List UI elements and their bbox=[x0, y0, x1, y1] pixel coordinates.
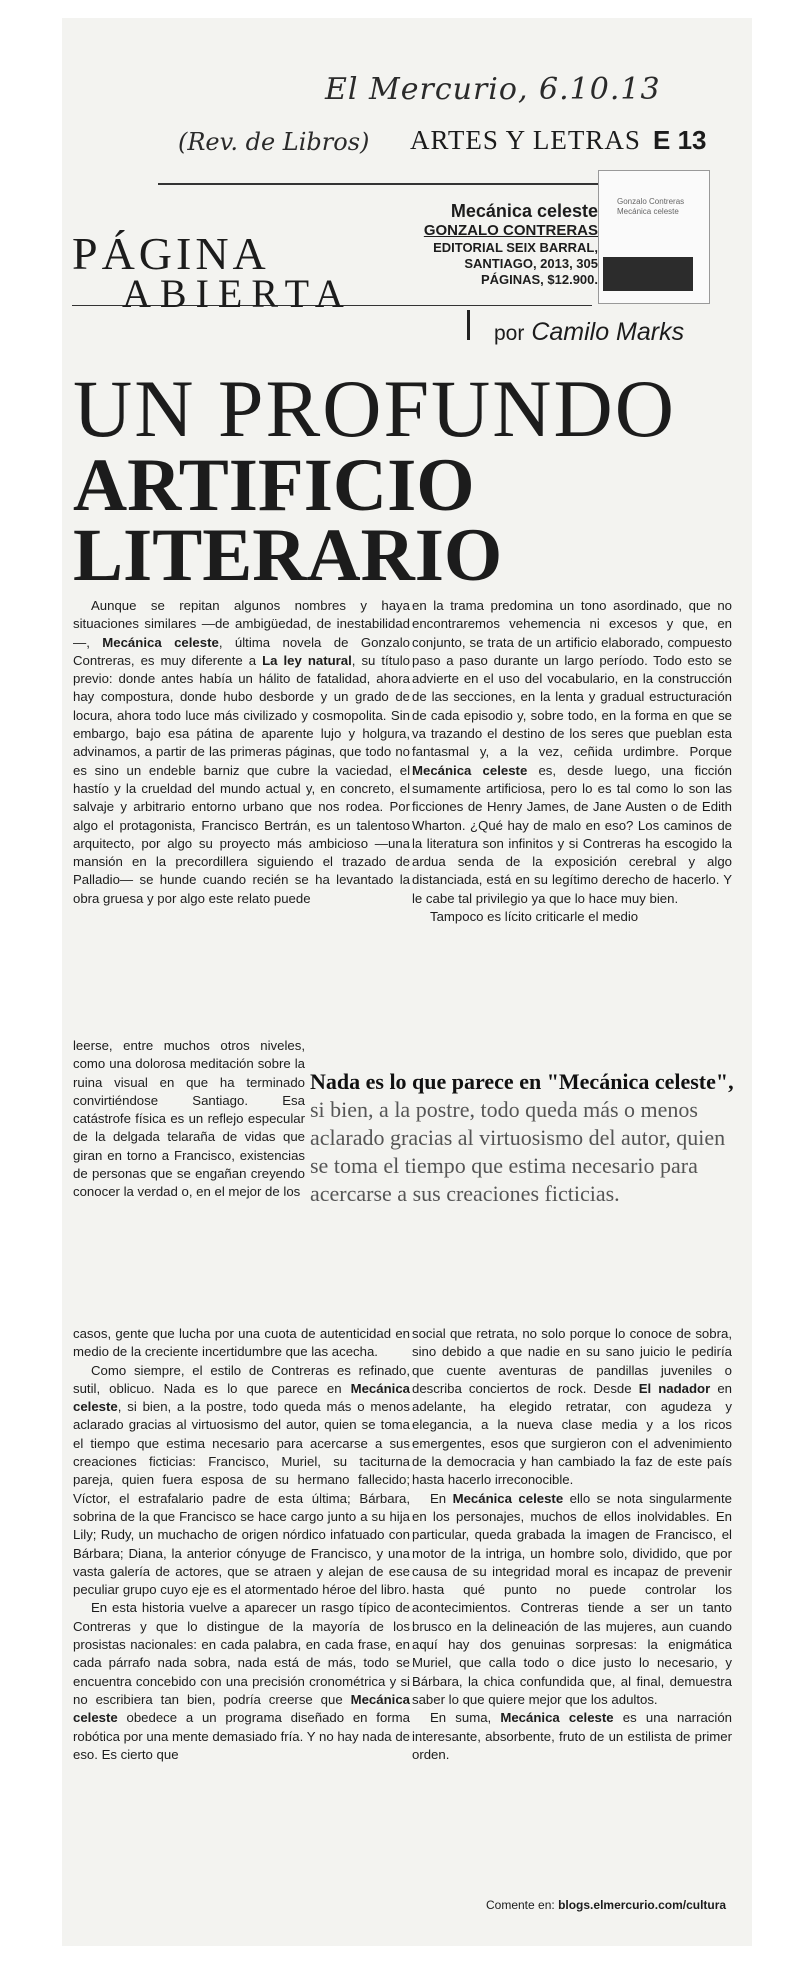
paragraph: Tampoco es lícito criticarle el medio bbox=[430, 909, 639, 925]
book-cover-image bbox=[598, 170, 710, 304]
headline-line2: ARTIFICIO bbox=[73, 444, 475, 527]
book-place-year: SANTIAGO, 2013, 305 bbox=[464, 256, 598, 271]
cover-title: Mecánica celeste bbox=[617, 207, 679, 216]
column-title-line1: PÁGINA bbox=[72, 228, 270, 279]
byline-prefix: por bbox=[494, 322, 525, 345]
paragraph: Aunque se repitan algunos nombres y haya situaciones similares —de ambigüedad, de inestabilidad—, Mecánica celeste, última novela de Gonzalo Contreras, es muy diferente a La ley natural, su título previo: donde antes había un hálito de fatalidad, ahora hay compostura, donde hubo desborde y un grado de locura, ahora todo luce más civilizado y cosmopolita. Sin embargo, bajo esa pátina de aparente lujo y holgura, advinamos, a partir de las primeras páginas, que todo no es sino un endeble barniz que cubre la vaciedad, el hastío y la crueldad del mundo actual y, en concreto, el salvaje y arbitrario entorno urbano que nos rodea. Por algo el protagonista, Francisco Bertrán, es un talentoso arquitecto, por algo su proyecto más ambicioso —una mansión en la precordillera siguiendo el trazado de Palladio— se hunde cuando recién se ha levantado la obra gruesa y por algo este relato puede bbox=[73, 598, 410, 906]
handwritten-date-note: El Mercurio, 6.10.13 bbox=[325, 72, 661, 107]
book-title: Mecánica celeste bbox=[450, 201, 598, 221]
paragraph: Como siempre, el estilo de Contreras es refinado, sutil, oblicuo. Nada es lo que parece en Mecánica celeste, si bien, a la postre, todo queda más o menos aclarado gracias al virtuosismo del autor, quien se toma el tiempo que estima necesario para acercarse a sus creaciones ficticias: Francisco, Muriel, su taciturna pareja, quien fuera esposa de su hermano fallecido; Víctor, el estrafalario padre de esta última; Bárbara, sobrina de la que Francisco se hace cargo junto a su hija Lily; Rudy, un muchacho de origen nórdico infatuado con Bárbara; Diana, la anterior cónyuge de Francisco, y una vasta galería de actores, que se atraen y alejan de ese peculiar grupo cuyo eje es el atormentado héroe del libro. bbox=[73, 1362, 410, 1598]
article-column-1-wrap bbox=[73, 1037, 305, 1202]
page-number: E 13 bbox=[653, 125, 707, 155]
paragraph: En Mecánica celeste ello se nota singularmente en los personajes, muchos de ellos inolvidables. En particular, queda grabada la imagen de Francisco, el motor de la intriga, un hombre solo, dividido, que por causa de su integridad moral es incapaz de prevenir hasta qué punto no puede controlar los acontecimientos. Contreras tiende a ser un tanto brusco en la delineación de las mujeres, aun cuando aquí hay dos genuinas sorpresas: la enigmática Muriel, que calla todo o dice justo lo necesario, y Bárbara, la chica confundida que, al final, demuestra saber lo que quiere mejor que los adultos. bbox=[412, 1490, 732, 1707]
headline-line3: LITERARIO bbox=[73, 514, 503, 597]
paragraph: En esta historia vuelve a aparecer un rasgo típico de Contreras y que lo distingue de la mayoría de los prosistas nacionales: en cada palabra, en cada frase, en cada párrafo nada sobra, nada está de más, todo se encuentra concebido con una precisión cronométrica y si no escribiera tan bien, podría creerse que Mecánica celeste obedece a un programa diseñado en forma robótica por una mente demasiado fría. Y no hay nada de eso. Es cierto que bbox=[73, 1600, 410, 1762]
article-column-1-lower bbox=[73, 1325, 410, 1764]
cover-photo bbox=[603, 257, 693, 291]
book-author: GONZALO CONTRERAS bbox=[423, 222, 598, 239]
byline-author: Camilo Marks bbox=[531, 318, 685, 346]
handwritten-section-note: (Rev. de Libros) bbox=[178, 128, 370, 156]
article-column-2 bbox=[412, 597, 732, 926]
footer-url: blogs.elmercurio.com/cultura bbox=[558, 1898, 727, 1912]
book-publisher: EDITORIAL SEIX BARRAL, bbox=[433, 240, 598, 255]
byline bbox=[494, 318, 684, 347]
column-title-line2: ABIERTA bbox=[122, 271, 353, 316]
paragraph-continued: leerse, entre muchos otros niveles, como una dolorosa meditación sobre la ruina visual en que ha terminado convirtiéndose Santiago. Esa catástrofe física es un reflejo especular de la delgada telaraña de vidas que giran en torno a Francisco, existencias de personas que se engañan creyendo conocer la verdad o, en el mejor de los bbox=[73, 1038, 305, 1200]
byline-bar bbox=[467, 310, 470, 340]
article-column-1 bbox=[73, 597, 410, 908]
paragraph-continued: social que retrata, no solo porque lo conoce de sobra, sino debido a que nadie en su sano juicio le pediría que cuente aventuras de pandillas juveniles o describa conciertos de rock. Desde El nadador en adelante, ha elegido retratar, con agudeza y elegancia, a la nueva clase media y a los ricos emergentes, esos que surgieron con el advenimiento de la democracia y han cambiado la faz de este país hasta hacerlo irreconocible. bbox=[412, 1326, 732, 1488]
book-info bbox=[400, 200, 598, 288]
article-column-2-lower bbox=[412, 1325, 732, 1764]
paragraph-continued: casos, gente que lucha por una cuota de autenticidad en medio de la creciente incertidumbre que las acecha. bbox=[73, 1326, 410, 1360]
pullquote: Nada es lo que parece en "Mecánica celeste", si bien, a la postre, todo queda más o menos aclarado gracias al virtuosismo del autor, quien se toma el tiempo que estima necesario para acercarse a sus creaciones ficticias. bbox=[310, 1069, 734, 1206]
book-price: PÁGINAS, $12.900. bbox=[480, 272, 598, 287]
footer-label: Comente en: bbox=[486, 1898, 555, 1912]
headline-line1: UN PROFUNDO bbox=[73, 363, 676, 454]
cover-author: Gonzalo Contreras bbox=[617, 197, 685, 206]
footer-comment bbox=[486, 1898, 726, 1912]
section-header: ARTES Y LETRAS bbox=[410, 125, 641, 155]
paragraph-continued: en la trama predomina un tono asordinado, que no encontraremos vehemencia ni excesos y que, en conjunto, se trata de un artificio elaborado, compuesto paso a paso durante un largo período. Todo esto se advierte en el uso del vocabulario, en la construcción de las secciones, en la lenta y gradual estructuración de cada episodio y, sobre todo, en la forma en que se va trazando el destino de los seres que pueblan esta fantasmal y, a la vez, ceñida urdimbre. Porque Mecánica celeste es, desde luego, una ficción sumamente artificiosa, pero lo es tal como lo son las ficciones de Henry James, de Jane Austen o de Edith Wharton. ¿Qué hay de malo en eso? Los caminos de la literatura son infinitos y si Contreras ha escogido la ardua senda de la exposición cerebral y algo distanciada, está en su legítimo derecho de hacerlo. Y le cabe tal privilegio ya que lo hace muy bien. bbox=[412, 598, 732, 906]
paragraph: En suma, Mecánica celeste es una narración interesante, absorbente, fruto de un estilista de primer orden. bbox=[412, 1710, 732, 1762]
